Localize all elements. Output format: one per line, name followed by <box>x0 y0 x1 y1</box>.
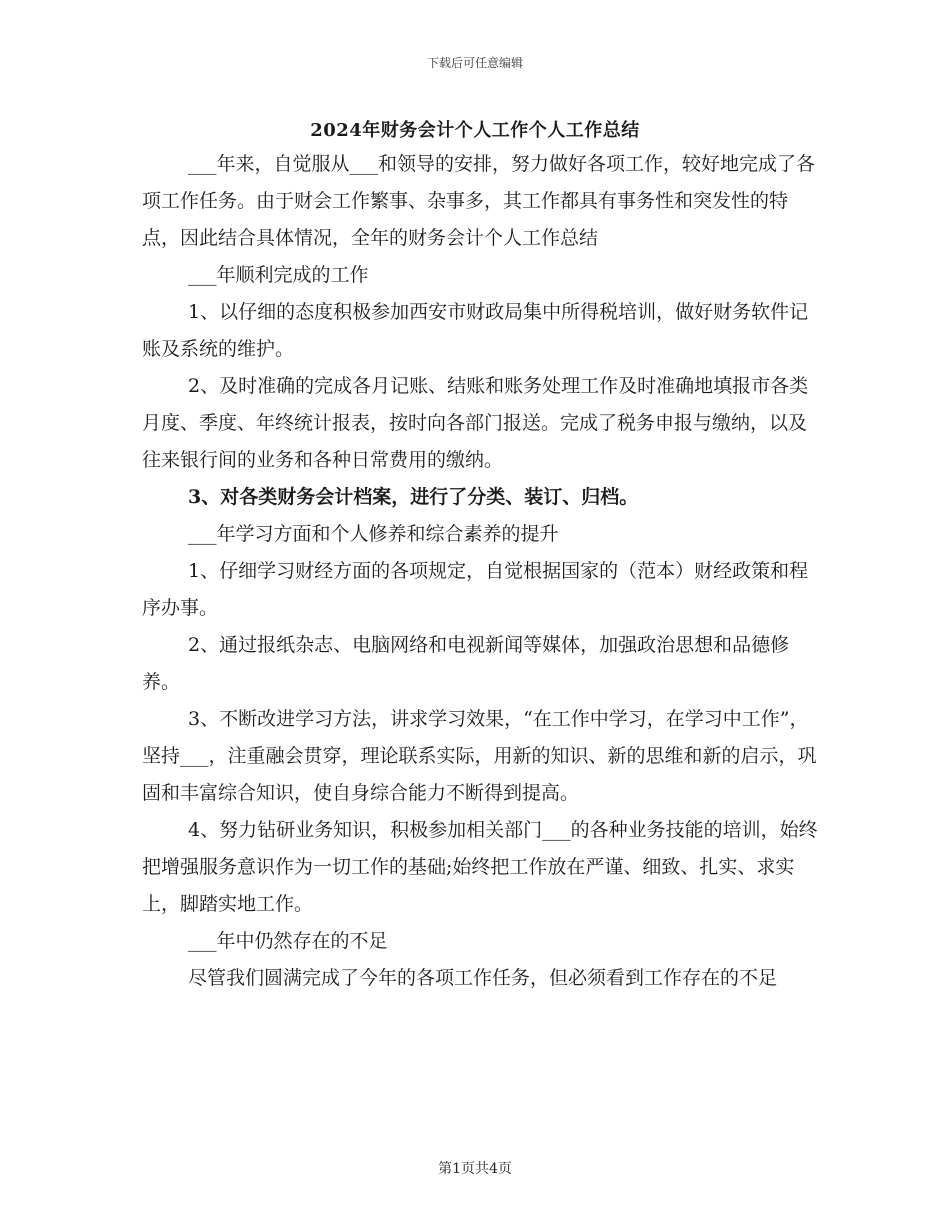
paragraph: 4、努力钻研业务知识，积极参加相关部门___的各种业务技能的培训，始终把增强服务意识作为一切工作的基础;始终把工作放在严谨、细致、扎实、求实上，脚踏实地工作。 <box>142 819 818 915</box>
paragraph: 2、通过报纸杂志、电脑网络和电视新闻等媒体，加强政治思想和品德修养。 <box>142 634 790 693</box>
paragraph: 尽管我们圆满完成了今年的各项工作任务，但必须看到工作存在的不足 <box>188 967 778 989</box>
paragraph: 1、仔细学习财经方面的各项规定，自觉根据国家的（范本）财经政策和程序办事。 <box>142 560 809 619</box>
paragraph: ___年中仍然存在的不足 <box>188 930 388 952</box>
paragraph: 2、及时准确的完成各月记账、结账和账务处理工作及时准确地填报市各类月度、季度、年终统计报表，按时向各部门报送。完成了税务申报与缴纳，以及往来银行间的业务和各种日常费用的缴纳。 <box>142 375 809 471</box>
header-note: 下载后可任意编辑 <box>426 56 523 70</box>
page-footer: 第1页共4页 <box>438 1161 512 1177</box>
document-title: 2024年财务会计个人工作个人工作总结 <box>310 120 640 141</box>
paragraph: ___年顺利完成的工作 <box>188 264 369 286</box>
paragraph: ___年来，自觉服从___和领导的安排，努力做好各项工作，较好地完成了各项工作任务。由于财会工作繁事、杂事多，其工作都具有事务性和突发性的特点，因此结合具体情况，全年的财务会计个人工作总结 <box>142 153 816 249</box>
paragraph: ___年学习方面和个人修养和综合素养的提升 <box>188 523 559 545</box>
paragraph: 3、不断改进学习方法，讲求学习效果，“在工作中学习，在学习中工作”，坚持___，注重融会贯穿，理论联系实际，用新的知识、新的思维和新的启示，巩固和丰富综合知识，使自身综合能力不断得到提高。 <box>142 708 817 804</box>
document-body <box>142 146 822 997</box>
paragraph-bold: 3、对各类财务会计档案，进行了分类、装订、归档。 <box>188 486 639 508</box>
paragraph: 1、以仔细的态度积极参加西安市财政局集中所得税培训，做好财务软件记账及系统的维护。 <box>142 301 809 360</box>
